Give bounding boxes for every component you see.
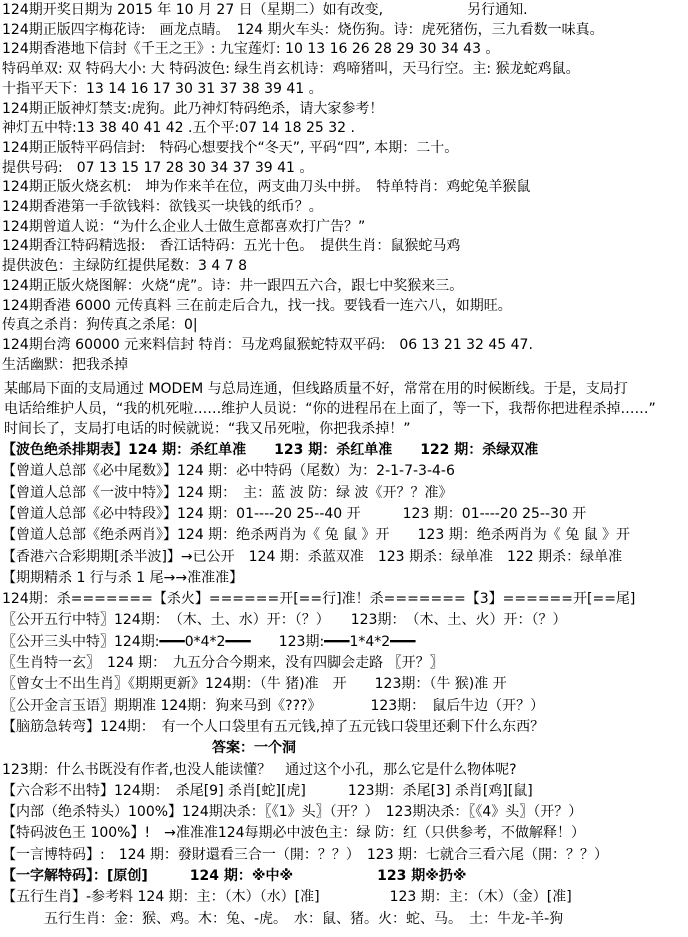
text-line: 提供波色：主绿防红提供尾数：3 4 7 8	[2, 258, 247, 275]
text-line: 124期正版特平码信封: 特码心想要找个“冬天”, 平码“四”, 本期：二十。	[2, 139, 459, 156]
joke-paragraph	[4, 379, 682, 439]
text-line: 124期香港地下信封《千王之王》: 九宝莲灯: 10 13 16 26 28 29 30 34 43 。	[2, 41, 500, 58]
text-line: 十指平天下：13 14 16 17 30 31 37 38 39 41 。	[2, 80, 323, 97]
text-line: 124期正版四字梅花诗: 画龙点睛。 124 期火车头：烧伤狗。诗：虎死猪伤，三九看数一味真。	[2, 21, 604, 38]
text-line: 124期正版神灯禁支:虎狗。此乃神灯特码绝杀，请大家参考！	[2, 100, 384, 117]
paragraph-line: 某邮局下面的支局通过 MODEM 与总局连通，但线路质量不好，常常在用的时候断线。于是，支局打	[4, 381, 628, 397]
info-line: 【特码波色王 100%】! →准准准124每期必中波色主：绿 防：红（只供参考，不做解释！）	[2, 825, 585, 842]
info-line: 【波色绝杀排期表】124 期：杀红单准 123 期：杀红单准 122 期：杀绿双准	[2, 442, 539, 458]
info-line: 〖生肖特一玄〗 124 期： 九五分合今期来，没有四脚会走路 〖开？〗	[2, 655, 444, 671]
info-line: 〖公开金言玉语〗期期准 124期：狗来马到《???》 123期： 鼠后牛边（开？）	[2, 697, 545, 714]
info-line: 答案：一个洞	[2, 740, 296, 757]
text-line: 提供号码: 07 13 15 17 28 30 34 37 39 41 。	[2, 159, 314, 176]
info-line: 【一言博特码】: 124 期：發財還看三合一（開：？？） 123 期：七就合三看六尾（開：？？）	[2, 846, 609, 863]
text-line: 124期香港第一手欲钱料：欲钱买一块钱的纸币？。	[2, 199, 323, 215]
text-line: 生活幽默：把我杀掉	[2, 356, 128, 373]
info-line: 【期期精杀 1 行与杀 1 尾→→准准准】	[2, 569, 244, 586]
info-line: 123期：什么书既没有作者,也没人能读懂？ 通过这个小孔，那么它是什么物体呢?	[2, 761, 517, 778]
info-line: 【一字解特码】：[原创] 124 期：※中※ 123 期※扔※	[2, 868, 467, 884]
info-line: 五行生肖：金：猴、鸡。木：兔、-虎。 水：鼠、猪。火：蛇、马。 土：牛龙-羊-狗	[2, 910, 564, 927]
text-line: 特码单双: 双 特码大小: 大 特码波色: 绿生肖玄机诗：鸡啼猪叫，天马行空。主: 猴龙蛇鸡鼠。	[2, 61, 580, 78]
info-line: 【曾道人总部《必中特段》】124 期：01----20 25--40 开 123 期：01----20 25--30 开	[2, 505, 587, 522]
info-line: 【曾道人总部《必中尾数》】124 期：必中特码（尾数）为：2-1-7-3-4-6	[2, 463, 455, 480]
text-line: 124期台湾 60000 元来料信封 特肖：马龙鸡鼠猴蛇特双平码: 06 13 21 32 45 47.	[2, 336, 533, 353]
paragraph-line: 电话给维护人员，“我的机死啦……维护人员说：“你的进程吊在上面了，等一下，我帮你把进程杀掉……”	[4, 401, 656, 417]
info-line: 【六合彩不出特】124期： 杀尾[9] 杀肖[蛇][虎] 123期：杀尾[3] 杀肖[鸡][鼠]	[2, 782, 533, 799]
text-line: 传真之杀肖：狗传真之杀尾：0|	[2, 317, 198, 334]
info-line: 〖曾女士不出生肖〗《期期更新》124期：（牛 猪)准 开 123期：（牛 猴)准 开	[2, 676, 507, 693]
info-line: 124期：杀=======【杀火】======开[==行]准！杀=======【3】======开[==尾]	[2, 591, 636, 608]
info-line: 【内部（绝杀特头）100%】124期决杀：〖《1》头〗（开？） 123期决杀：〖《4》头〗（开？）	[2, 804, 583, 821]
text-line: 124期曾道人说：“为什么企业人士做生意都喜欢打广告？”	[2, 218, 366, 235]
info-line: 【曾道人总部《一波中特》】124 期： 主：蓝 波 防：绿 波《开？？准》	[2, 484, 453, 501]
info-line: 【五行生肖】-参考料 124 期：主：（木）（水）[准] 123 期：主：（木）（金）[准]	[2, 889, 572, 906]
info-line: 【曾道人总部《绝杀两肖》】124 期：绝杀两肖为《 兔 鼠 》开 123 期：绝杀两肖为《 兔 鼠 》开	[2, 527, 631, 544]
text-line: 124期正版火烧玄机: 坤为作来羊在位，两支曲刀头中拼。 特单特肖：鸡蛇兔羊猴鼠	[2, 179, 531, 196]
info-line: 【香港六合彩期期[杀半波]】→已公开 124 期：杀蓝双准 123 期杀：绿单准 122 期杀：绿单准	[2, 548, 623, 565]
paragraph-line: 时间长了，支局打电话的时候就说：“我又吊死啦，你把我杀掉！”	[4, 421, 411, 437]
info-line: 〖公开三头中特〗124期:━━━0*4*2━━━ 123期:━━━1*4*2━━━	[2, 633, 416, 650]
text-line: 124期开奖日期为 2015 年 10 月 27 日（星期二）如有改变, 另行通知.	[2, 2, 528, 18]
text-line: 124期香江特码精选报: 香江话特码：五光十色。 提供生肖：鼠猴蛇马鸡	[2, 238, 461, 255]
text-line: 124期香港 6000 元传真料 三在前走后合九，找一找。要钱看一连六八，如期旺。	[2, 297, 512, 314]
info-line: 【脑筋急转弯】124期： 有一个人口袋里有五元钱,掉了五元钱口袋里还剩下什么东西？	[2, 718, 545, 735]
info-line: 〖公开五行中特〗124期： （木、土、水）开：（？） 123期： （木、土、火）开：（？）	[2, 612, 567, 629]
text-line: 124期正版火烧图解：火烧“虎”。诗：井一跟四五六合，跟七中奖猴来三。	[2, 277, 464, 294]
text-line: 神灯五中特:13 38 40 41 42 .五个平:07 14 18 25 32 .	[2, 120, 355, 137]
